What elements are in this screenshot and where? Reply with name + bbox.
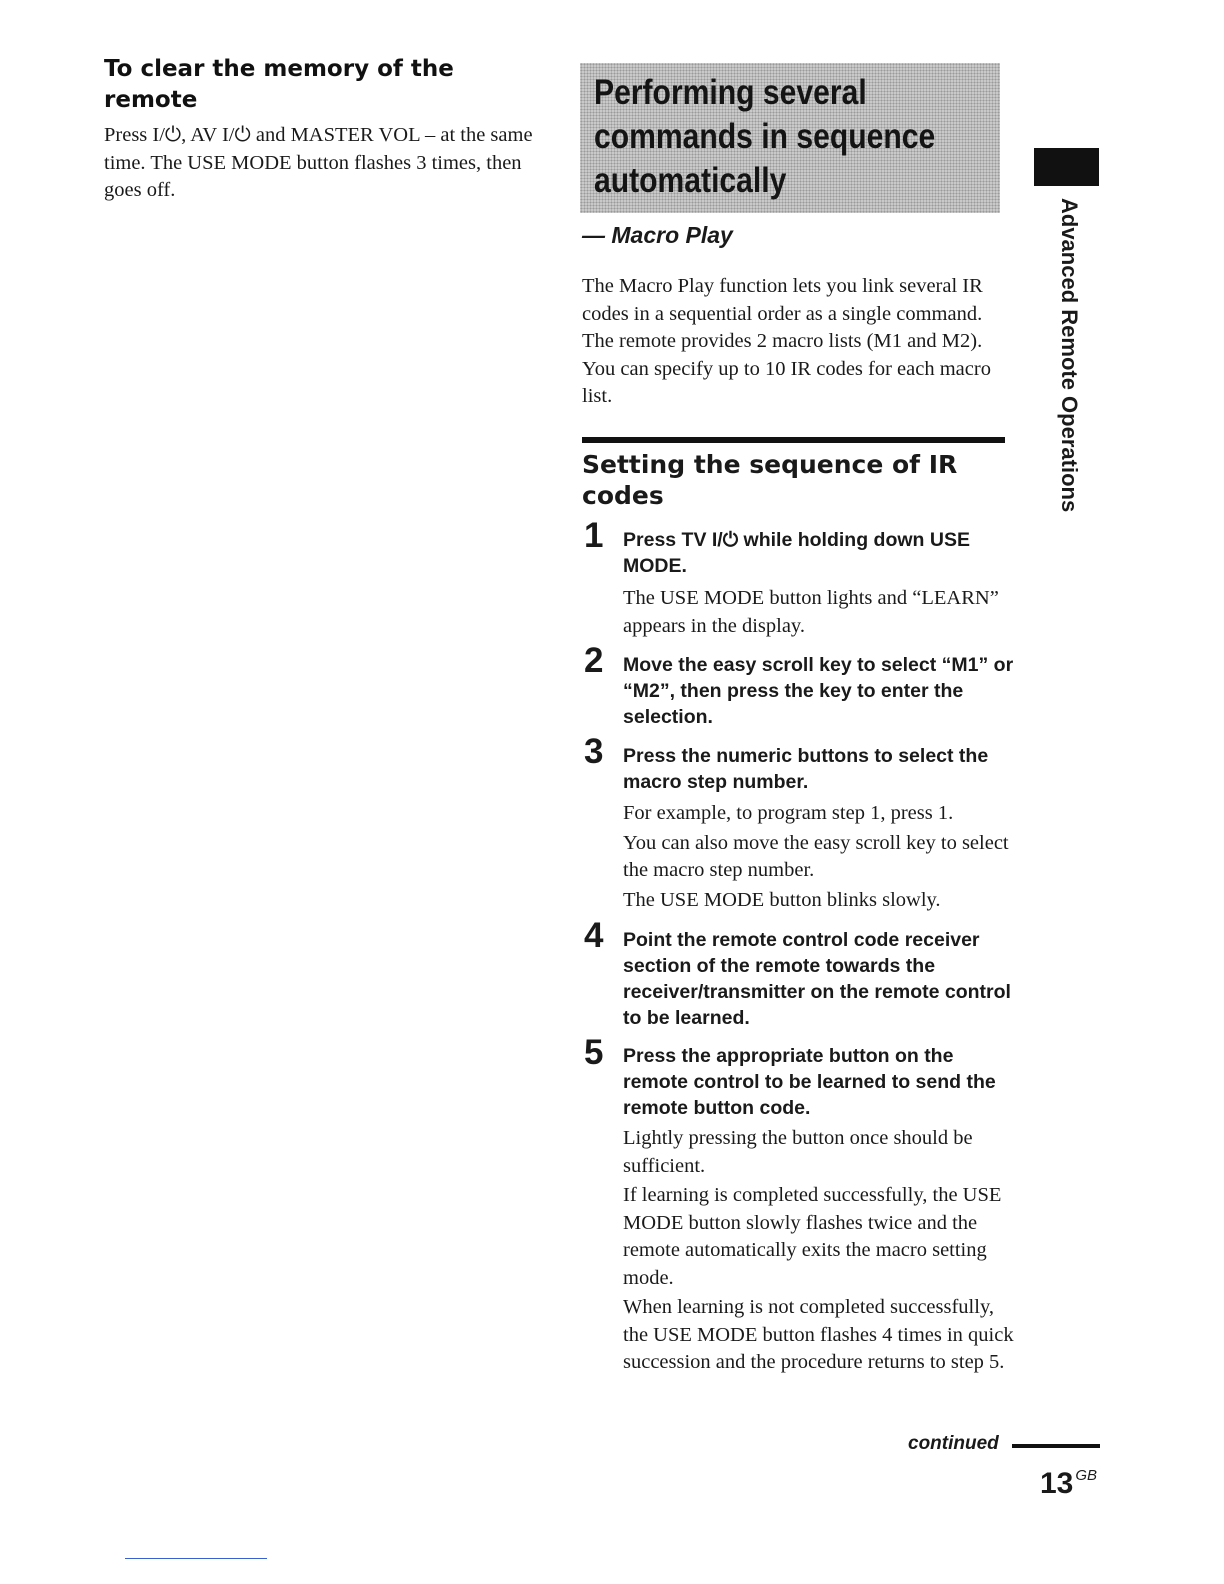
step-number: 2 [584, 641, 604, 680]
step-number: 5 [584, 1033, 604, 1072]
continued-label: continued [908, 1433, 999, 1454]
step-number: 1 [584, 516, 604, 555]
page-number-suffix: GB [1075, 1467, 1098, 1484]
step-paragraph: If learning is completed successfully, the USE MODE button slowly flashes twice and the remote automatically exits the macro setting mode. [623, 1184, 1002, 1289]
step-paragraph: When learning is not completed successfully, the USE MODE button flashes 4 times in quick succession and the procedure returns to step 5. [623, 1296, 1014, 1373]
bottom-edge-line [125, 1558, 267, 1559]
title-banner [580, 63, 1000, 213]
chapter-tab-label: Advanced Remote Operations [1057, 198, 1082, 513]
step-title: Point the remote control code receiver section of the remote towards the receiver/transmitter on the remote control to be learned. [623, 929, 1011, 1029]
intro-paragraph: The Macro Play function lets you link several IR codes in a sequential order as a single command. The remote provides 2 macro lists (M1 and M2). You can specify up to 10 IR codes for each macro list. [582, 275, 991, 407]
section-rule [582, 437, 1005, 443]
step-paragraph: Lightly pressing the button once should be sufficient. [623, 1127, 973, 1177]
page-number-value: 13 [1040, 1467, 1074, 1500]
step-title: Press the appropriate button on the remote control to be learned to send the remote button code. [623, 1045, 996, 1119]
continued-rule [1012, 1444, 1100, 1448]
page-number [1040, 1458, 1097, 1502]
chapter-tab-marker [1034, 148, 1099, 186]
step-number: 3 [584, 732, 604, 771]
clear-memory-text: Press I/⏻, AV I/⏻ and MASTER VOL – at the same time. The USE MODE button flashes 3 times, then goes off. [104, 124, 533, 201]
section-heading: Setting the sequence of IR codes [582, 450, 958, 510]
step-description [623, 1125, 1015, 1379]
step-paragraph: You can also move the easy scroll key to select the macro step number. [623, 831, 1009, 881]
page-subtitle: — Macro Play [582, 222, 733, 248]
step-description [623, 585, 1015, 642]
step-description [623, 800, 1015, 916]
step-paragraph: For example, to program step 1, press 1. [623, 802, 954, 824]
step-paragraph: The USE MODE button blinks slowly. [623, 888, 941, 911]
step-title: Move the easy scroll key to select “M1” or “M2”, then press the key to enter the selection. [623, 654, 1014, 728]
step-number: 4 [584, 916, 604, 955]
page-title: Performing several commands in sequence automatically [594, 73, 936, 200]
step-paragraph: The USE MODE button lights and “LEARN” appears in the display. [623, 587, 999, 637]
step-title: Press the numeric buttons to select the macro step number. [623, 745, 989, 793]
step-title: Press TV I/⏻ while holding down USE MODE. [623, 529, 970, 577]
clear-memory-heading: To clear the memory of the remote [104, 56, 454, 113]
